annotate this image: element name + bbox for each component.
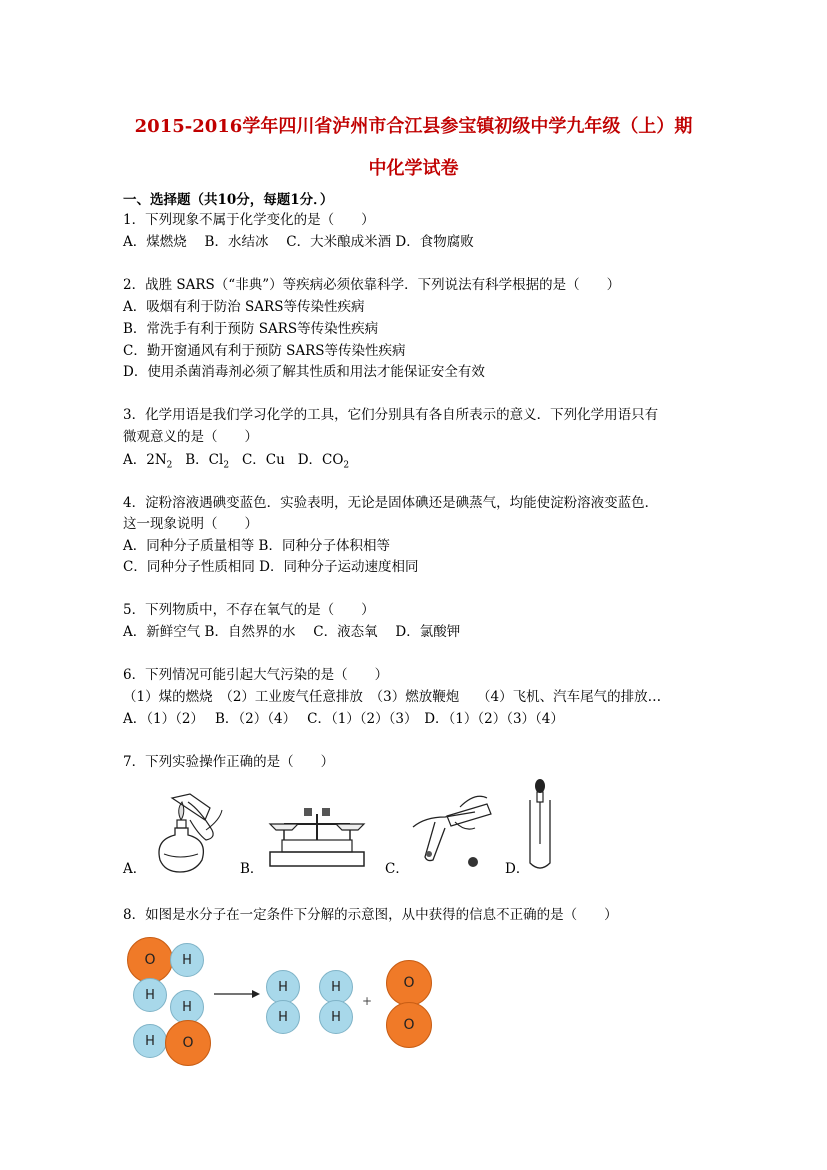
q7-label-c: C． [385, 861, 409, 877]
hydrogen-atom: H [266, 1000, 300, 1034]
hydrogen-atom: H [319, 1000, 353, 1034]
q3-stem-line2: 微观意义的是（ ） [123, 429, 258, 445]
alcohol-lamp-figure [150, 790, 230, 875]
q3-option-d: D．$CO_2$ [297, 452, 350, 471]
q5-stem: 5．下列物质中，不存在氧气的是（ ） [123, 602, 375, 618]
q2-option-d: D．使用杀菌消毒剂必须了解其性质和用法才能保证安全有效 [123, 364, 485, 380]
q7-label-b: B． [240, 861, 264, 877]
oxygen-atom: O [386, 1002, 432, 1048]
q4-options-cd: C．同种分子性质相同 D．同种分子运动速度相同 [123, 559, 419, 575]
q6-stem: 6．下列情况可能引起大气污染的是（ ） [123, 667, 389, 683]
balance-figure [262, 800, 372, 870]
q8-stem: 8．如图是水分子在一定条件下分解的示意图，从中获得的信息不正确的是（ ） [123, 907, 618, 923]
q4-stem-line2: 这一现象说明（ ） [123, 516, 258, 532]
plus-sign: + [362, 994, 373, 1008]
section-heading: 一、选择题（共10分，每题1分．） [123, 192, 334, 208]
q3-option-b: B．$Cl_2$ [185, 452, 230, 471]
q7-label-d: D． [505, 861, 530, 877]
q4-options-ab: A．同种分子质量相等 B．同种分子体积相等 [123, 538, 390, 554]
q5-options: A．新鲜空气 B．自然界的水 C．液态氧 D．氯酸钾 [123, 624, 461, 640]
q2-stem: 2．战胜 SARS（“非典”）等疾病必须依靠科学．下列说法有科学根据的是（ ） [123, 277, 621, 293]
q3-stem-line1: 3．化学用语是我们学习化学的工具，它们分别具有各自所表示的意义．下列化学用语只有 [123, 407, 659, 423]
oxygen-atom: O [386, 960, 432, 1006]
q3-options [123, 451, 349, 475]
hydrogen-atom: H [170, 990, 204, 1024]
q2-option-a: A．吸烟有利于防治 SARS等传染性疾病 [123, 299, 365, 315]
hydrogen-atom: H [170, 943, 204, 977]
hydrogen-atom: H [133, 1024, 167, 1058]
q6-items: （1）煤的燃烧 （2）工业废气任意排放 （3）燃放鞭炮 （4）飞机、汽车尾气的排放… [123, 689, 662, 705]
hydrogen-atom: H [266, 970, 300, 1004]
q7-stem: 7．下列实验操作正确的是（ ） [123, 754, 335, 770]
hydrogen-atom: H [133, 978, 167, 1012]
test-tube-solid-figure [405, 792, 500, 872]
q6-options: A．（1）（2） B．（2）（4） C．（1）（2）（3） D．（1）（2）（3）（4） [123, 711, 564, 727]
exam-title-line2: 中化学试卷 [368, 158, 459, 179]
hydrogen-atom: H [319, 970, 353, 1004]
oxygen-atom: O [127, 937, 173, 983]
oxygen-atom: O [165, 1020, 211, 1066]
q7-label-a: A． [123, 861, 147, 877]
q4-stem-line1: 4．淀粉溶液遇碘变蓝色．实验表明，无论是固体碘还是碘蒸气，均能使淀粉溶液变蓝色． [123, 495, 659, 511]
exam-title-line1: 2015-2016学年四川省泸州市合江县参宝镇初级中学九年级（上）期 [134, 116, 693, 137]
q1-stem: 1．下列现象不属于化学变化的是（ ） [123, 212, 375, 228]
q2-option-c: C．勤开窗通风有利于预防 SARS等传染性疾病 [123, 343, 406, 359]
q2-option-b: B．常洗手有利于预防 SARS等传染性疾病 [123, 321, 379, 337]
reaction-arrow-icon [212, 988, 262, 1000]
dropper-figure [525, 778, 555, 873]
q3-option-c: C．Cu [241, 452, 285, 468]
q1-options: A．煤燃烧 B．水结冰 C．大米酿成米酒 D．食物腐败 [123, 234, 474, 250]
q3-option-a: A．$2N_2$ [123, 452, 173, 471]
